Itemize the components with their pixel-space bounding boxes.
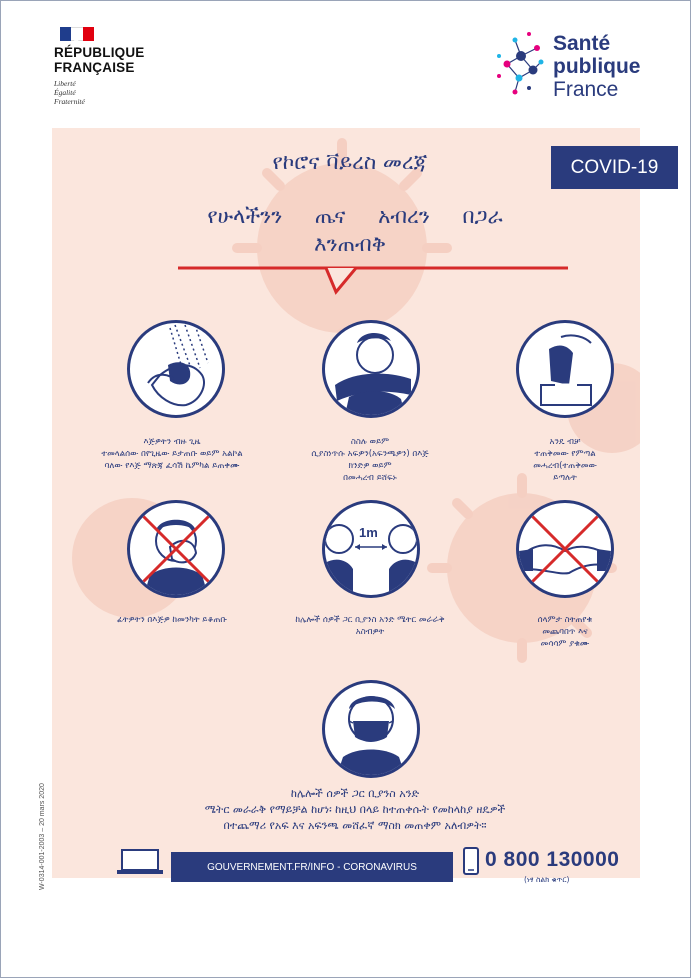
mask-caption: ከሌሎች ሰዎች ጋር ቢያንስ አንድ ሜትር መራራቅ የማይቻል ከሆነ፡ ከዚህ በላይ ከተጠቀሱት የመከላከያ ዘዴዎች በተጨማሪ የአፍ እና አፍንጫ መሸፈኛ ማስክ መጠቀም አለብዎት። bbox=[204, 787, 506, 832]
poster-title: የኮሮና ቫይረስ መረጃ bbox=[272, 150, 428, 174]
measure-caption-5: ከሌሎች ሰዎች ጋር ቢያንስ አንድ ሜትር መራራቅ አስብዎት bbox=[295, 615, 445, 637]
phone-number[interactable]: 0 800 130000 bbox=[485, 848, 620, 871]
spf-wordmark: Santé publique France bbox=[553, 32, 641, 101]
measure-caption-1: እጅዎትን ብዙ ጊዜ ተመላልሰው በየጊዜው ይታጠቡ ወይም አልኮል ባለው የእጅ ማጽጃ ፈሳሽ ኬምካል ይጠቀሙ bbox=[101, 437, 243, 471]
cough-elbow-icon bbox=[322, 320, 420, 418]
distance-label: 1m bbox=[359, 525, 378, 540]
face-mask-icon bbox=[322, 680, 420, 778]
measure-caption-3: አንዴ ብቻ ተጠቅመው የምጣል መሓረብ(ተጠቅመው ይጣሉት bbox=[533, 437, 597, 483]
phone-note: (ነፃ ስልክ ቁጥር) bbox=[524, 875, 570, 884]
poster-subtitle-line1: የሁላችንን ጤና አብረን በጋራ bbox=[207, 204, 503, 228]
spf-network-logo-icon bbox=[493, 26, 549, 100]
hand-washing-icon bbox=[127, 320, 225, 418]
distance-1m-icon bbox=[322, 500, 420, 598]
covid-badge: COVID-19 bbox=[551, 146, 678, 189]
rf-title: RÉPUBLIQUE FRANÇAISE bbox=[54, 45, 145, 75]
marianne-profile-icon bbox=[62, 27, 92, 41]
no-handshake-icon bbox=[516, 500, 614, 598]
laptop-icon bbox=[116, 848, 164, 876]
measure-caption-4: ፊትዎትን በእጅዎ ከመንካት ይቆጠቡ bbox=[117, 615, 227, 625]
tissue-bin-icon bbox=[516, 320, 614, 418]
website-link[interactable]: GOUVERNEMENT.FR/INFO - CORONAVIRUS bbox=[171, 852, 453, 882]
measure-caption-2: ስስሉ ወይም ሲያስነጥሱ አፍዎን(አፍንጫዎን) በእጅ ክንድዎ ወይም በመሓረብ ይሸፍኑ bbox=[311, 437, 429, 483]
poster-subtitle-line2: እንጠብቅ bbox=[314, 232, 386, 256]
speech-bubble-line-icon bbox=[176, 262, 576, 298]
document-code: W-0314-001-2003 – 20 mars 2020 bbox=[39, 783, 46, 890]
rf-motto: Liberté Égalité Fraternité bbox=[54, 79, 85, 106]
phone-icon bbox=[462, 846, 480, 876]
no-face-touch-icon bbox=[127, 500, 225, 598]
measure-caption-6: ሰላምታ ስትጠየቁ መጨባበጥ እና መሳሳም ያቁሙ bbox=[537, 615, 593, 649]
